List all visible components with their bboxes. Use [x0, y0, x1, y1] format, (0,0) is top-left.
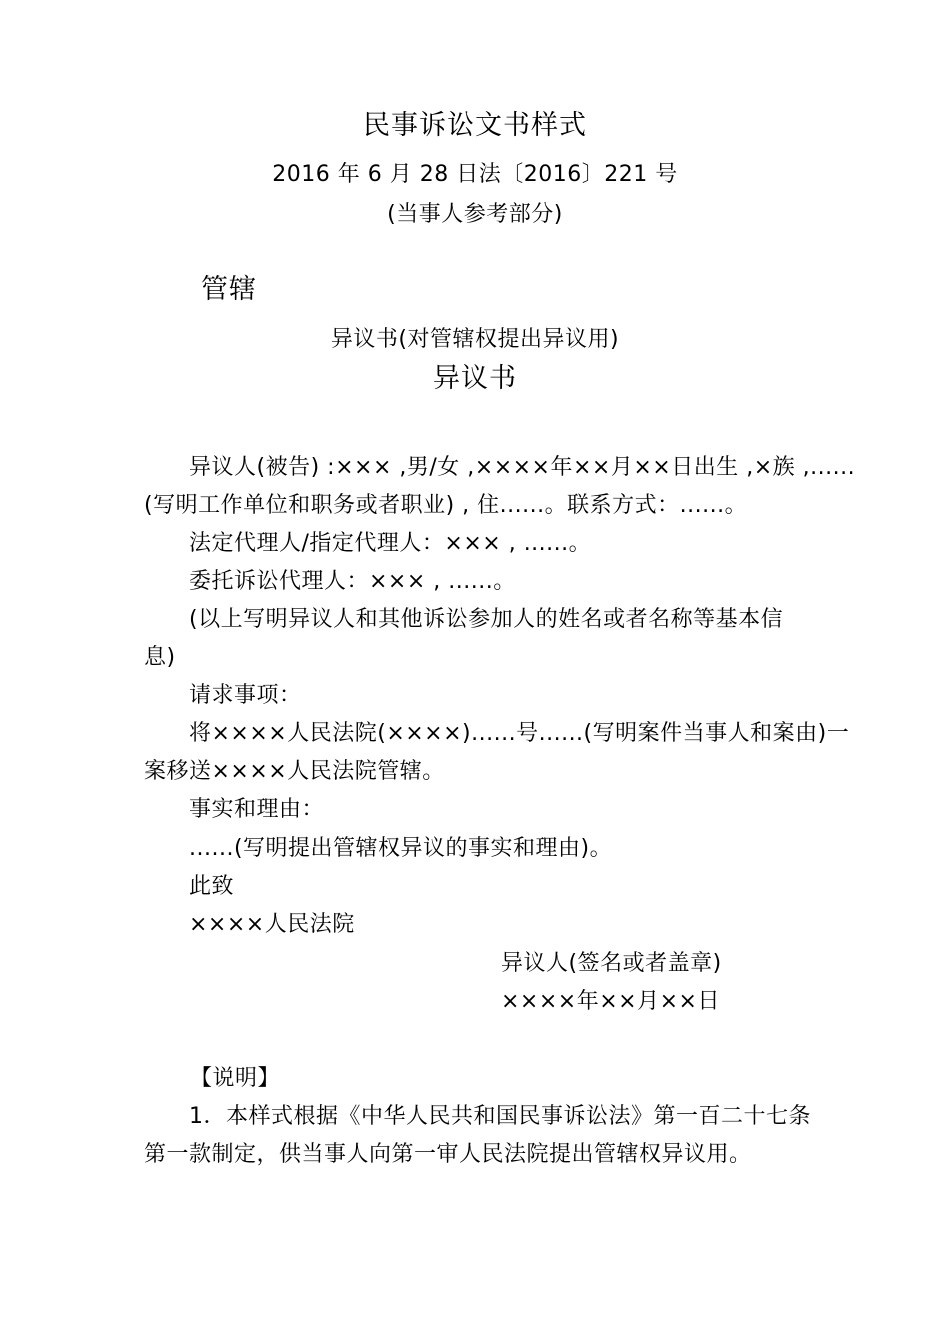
date-line: ××××年××月××日: [501, 989, 720, 1014]
notes-heading: 【说明】: [190, 1066, 281, 1091]
issuance-reference: 2016 年 6 月 28 日法〔2016〕221 号: [272, 162, 678, 187]
body-line: 案移送××××人民法院管辖。: [144, 759, 445, 784]
body-line: 委托诉讼代理人：××× , ......。: [189, 569, 516, 594]
body-line: 事实和理由：: [189, 797, 325, 822]
notes-line: 1．本样式根据《中华人民共和国民事诉讼法》第一百二十七条: [189, 1104, 811, 1129]
document-subtitle: 异议书(对管辖权提出异议用): [330, 327, 620, 352]
scope-note: (当事人参考部分): [387, 202, 563, 227]
body-line: 将××××人民法院(××××)......号......(写明案件当事人和案由)一: [189, 721, 850, 746]
body-line: 法定代理人/指定代理人：××× , ......。: [189, 531, 592, 556]
notes-line: 第一款制定，供当事人向第一审人民法院提出管辖权异议用。: [144, 1142, 752, 1167]
signature-line: 异议人(签名或者盖章): [501, 951, 722, 976]
body-line: 请求事项：: [189, 683, 302, 708]
section-heading: 管辖: [201, 274, 257, 305]
body-line: 此致: [189, 874, 235, 899]
body-line: ......(写明提出管辖权异议的事实和理由)。: [189, 836, 613, 861]
page-title: 民事诉讼文书样式: [363, 110, 587, 141]
body-line: ××××人民法院: [189, 912, 355, 937]
document-title: 异议书: [433, 363, 517, 394]
body-line: (写明工作单位和职务或者职业) , 住......。联系方式：......。: [144, 493, 748, 518]
body-line: (以上写明异议人和其他诉讼参加人的姓名或者名称等基本信: [189, 607, 784, 632]
body-line: 息): [144, 645, 176, 670]
body-line: 异议人(被告) :××× ,男/女 ,××××年××月××日出生 ,×族 ,......: [189, 455, 856, 480]
